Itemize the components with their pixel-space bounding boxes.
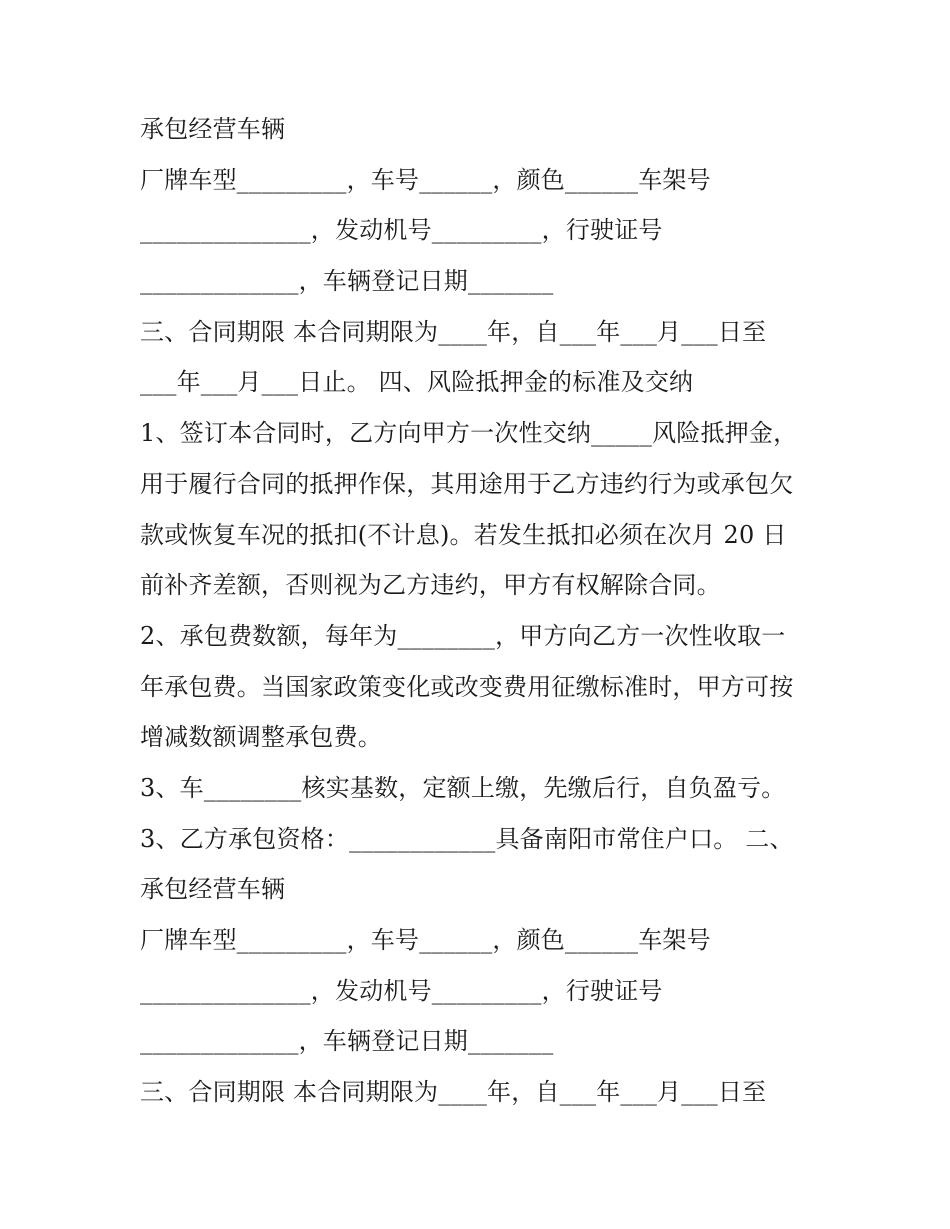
text-line: 厂牌车型_________，车号______，颜色______车架号 [140,165,711,194]
text-line: 年承包费。当国家政策变化或改变费用征缴标准时，甲方可按 [140,672,794,701]
text-line: 用于履行合同的抵押作保，其用途用于乙方违约行为或承包欠 [140,469,794,498]
document-body [140,104,840,1118]
text-line: ______________，发动机号_________，行驶证号 [140,216,663,245]
text-line: ______________，发动机号_________，行驶证号 [140,976,663,1005]
text-line: 款或恢复车况的抵扣(不计息)。若发生抵扣必须在次月 20 日 [140,520,787,549]
text-line: 增减数额调整承包费。 [140,723,382,752]
text-line: _____________，车辆登记日期_______ [140,1027,554,1056]
text-line: ___年___月___日止。 四、风险抵押金的标准及交纳 [140,368,694,397]
text-line: 三、合同期限 本合同期限为____年，自___年___月___日至 [140,317,767,346]
text-line: 厂牌车型_________，车号______，颜色______车架号 [140,926,711,954]
text-line: 3、车________核实基数，定额上缴，先缴后行，自负盈亏。 [140,773,786,802]
text-line: 1、签订本合同时，乙方向甲方一次性交纳_____风险抵押金， [140,419,798,448]
text-line: 承包经营车辆 [140,875,286,904]
text-line: 三、合同期限 本合同期限为____年，自___年___月___日至 [140,1078,767,1107]
text-line: 3、乙方承包资格：____________具备南阳市常住户口。 二、 [140,824,794,853]
text-line: _____________，车辆登记日期_______ [140,267,554,296]
text-line: 承包经营车辆 [140,115,286,143]
text-line: 2、承包费数额，每年为________，甲方向乙方一次性收取一 [140,621,786,650]
text-line: 前补齐差额，否则视为乙方违约，甲方有权解除合同。 [140,571,721,600]
